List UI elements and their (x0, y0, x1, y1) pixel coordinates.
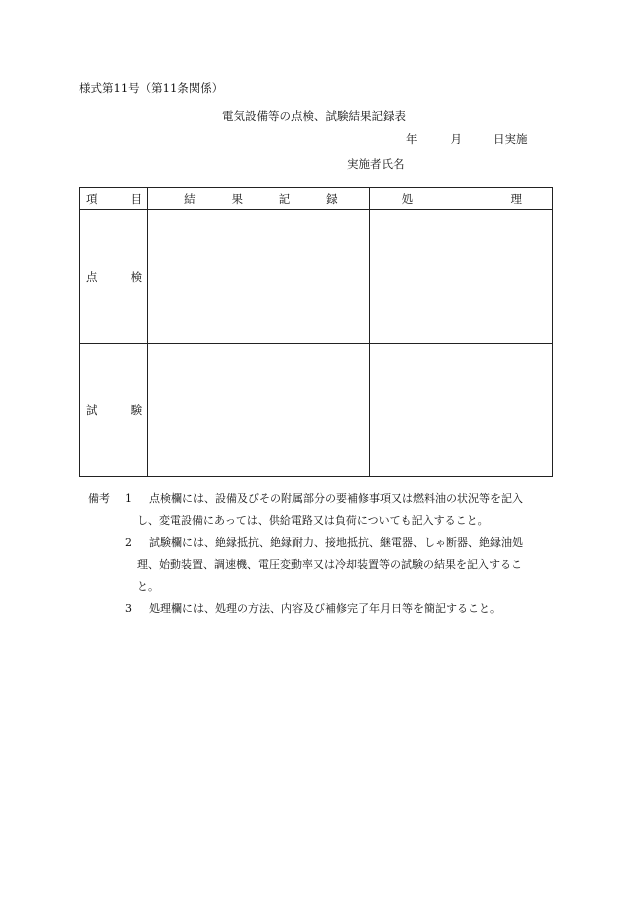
date-day-label: 日実施 (493, 132, 528, 146)
table-row-test (80, 344, 553, 477)
inspection-process-cell[interactable] (369, 210, 552, 344)
remarks-heading: 備考 (88, 492, 110, 505)
header-result-char: 結 (184, 191, 196, 206)
table-row-inspection (80, 210, 553, 344)
inspector-name-label: 実施者氏名 (347, 157, 405, 171)
header-process-char: 理 (510, 191, 522, 206)
implementation-date (406, 131, 528, 147)
row-label-test (80, 344, 148, 477)
row-label-char: 検 (130, 269, 143, 284)
form-number: 様式第11号（第11条関係） (79, 81, 224, 95)
remark-line: 点検欄には、設備及びその附属部分の要補修事項又は燃料油の状況等を記入 (149, 492, 523, 505)
remark-line: 処理欄には、処理の方法、内容及び補修完了年月日等を簡記すること。 (149, 602, 501, 615)
inspection-result-cell[interactable] (148, 210, 369, 344)
remark-number: 1 (125, 492, 132, 505)
row-label-inspection (80, 210, 148, 344)
header-process (369, 188, 552, 210)
header-item-char: 項 (86, 191, 98, 206)
table-header-row (80, 188, 553, 210)
row-label-char: 験 (130, 403, 143, 417)
remark-number: 3 (125, 602, 132, 615)
remark-note-1 (125, 488, 555, 532)
header-process-char: 処 (401, 191, 414, 206)
remark-note-3 (125, 598, 555, 620)
row-label-char: 点 (86, 269, 98, 284)
date-year-label: 年 (406, 132, 418, 146)
remark-number: 2 (125, 536, 132, 549)
header-result (148, 188, 369, 210)
header-result-char: 録 (326, 191, 338, 206)
header-result-char: 記 (278, 191, 291, 206)
document-title: 電気設備等の点検、試験結果記録表 (222, 109, 406, 123)
remark-line: と。 (137, 580, 159, 593)
date-month-label: 月 (450, 132, 462, 146)
remark-line: 理、始動装置、調速機、電圧変動率又は冷却装置等の試験の結果を記入するこ (137, 558, 522, 571)
remark-line: 試験欄には、絶縁抵抗、絶縁耐力、接地抵抗、継電器、しゃ断器、絶縁油処 (149, 536, 523, 549)
header-item-char: 目 (130, 191, 143, 206)
test-result-cell[interactable] (148, 344, 369, 477)
remark-line: し、変電設備にあっては、供給電路又は負荷についても記入すること。 (137, 514, 489, 527)
header-result-char: 果 (231, 191, 243, 206)
header-item (80, 188, 148, 210)
test-process-cell[interactable] (369, 344, 552, 477)
record-table (79, 187, 553, 477)
remark-note-2 (125, 532, 555, 598)
row-label-char: 試 (86, 403, 98, 417)
